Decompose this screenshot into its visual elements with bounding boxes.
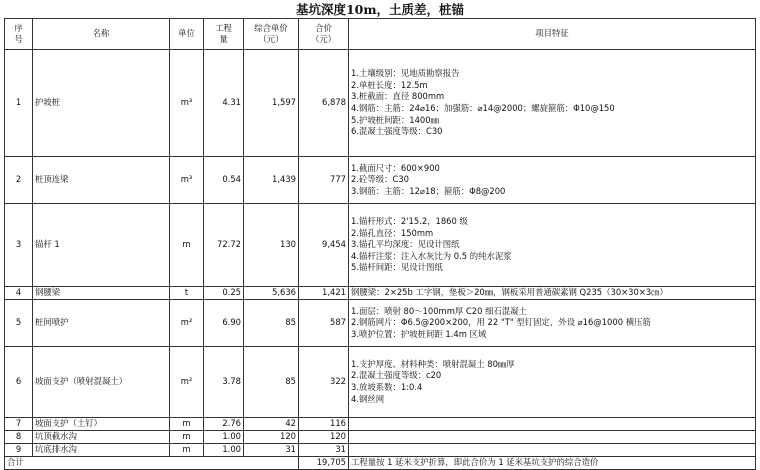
row-features — [349, 418, 756, 431]
row-features — [349, 444, 756, 457]
feature-line: 钢腰梁：2×25b 工字钢，垫板＞20㎜，钢板采用普通碳素钢 Q235（30×30×3㎝） — [351, 287, 668, 298]
row-name: 护坡桩 — [33, 50, 170, 157]
header-total-line1: 合价 — [315, 23, 332, 33]
row-unit: m² — [170, 300, 204, 347]
table-row — [5, 444, 756, 457]
row-name: 坡面支护（土钉） — [33, 418, 170, 431]
row-name: 坑底排水沟 — [33, 444, 170, 457]
row-no: 4 — [5, 287, 33, 300]
feature-line: 1.土壤级别：见地质勘察报告 — [351, 68, 460, 79]
row-name: 坡面支护（喷射混凝土） — [33, 347, 170, 418]
row-total: 777 — [299, 157, 349, 204]
row-name: 钢腰梁 — [33, 287, 170, 300]
row-total: 120 — [299, 431, 349, 444]
row-total: 322 — [299, 347, 349, 418]
feature-line: 3.钢筋：主筋：12⌀18；箍筋：Φ8@200 — [351, 185, 506, 196]
row-total: 587 — [299, 300, 349, 347]
table-row — [5, 50, 756, 157]
row-name: 桩顶连梁 — [33, 157, 170, 204]
row-total: 6,878 — [299, 50, 349, 157]
row-unit-price: 120 — [244, 431, 299, 444]
header-total — [299, 19, 349, 50]
row-unit: m — [170, 204, 204, 287]
row-name: 锚杆 1 — [33, 204, 170, 287]
row-no: 7 — [5, 418, 33, 431]
bill-of-quantities-table — [4, 18, 756, 470]
table-row — [5, 431, 756, 444]
feature-line: 2.钢筋网片：Φ6.5@200×200，用 22 "T" 型钉固定，外设 ⌀16@1000 横压筋 — [351, 317, 651, 328]
feature-line: 6.混凝土强度等级：C30 — [351, 126, 443, 137]
feature-line: 1.截面尺寸：600×900 — [351, 162, 440, 173]
total-row — [5, 457, 756, 470]
row-unit: t — [170, 287, 204, 300]
header-features: 项目特征 — [349, 19, 756, 50]
row-qty: 3.78 — [204, 347, 244, 418]
row-qty: 1.00 — [204, 444, 244, 457]
table-row — [5, 157, 756, 204]
row-unit-price: 42 — [244, 418, 299, 431]
feature-line: 2.混凝土强度等级：c20 — [351, 370, 442, 381]
feature-line: 4.钢筋：主筋：24⌀16；加强筋：⌀14@2000；螺旋箍筋：Φ10@150 — [351, 103, 615, 113]
header-name: 名称 — [33, 19, 170, 50]
grand-total: 19,705 — [299, 457, 349, 470]
row-unit-price: 1,439 — [244, 157, 299, 204]
row-unit-price: 1,597 — [244, 50, 299, 157]
row-features — [349, 300, 756, 347]
row-unit: m — [170, 418, 204, 431]
row-unit-price: 31 — [244, 444, 299, 457]
header-unit: 单位 — [170, 19, 204, 50]
header-qty-line2: 量 — [219, 34, 228, 44]
row-no: 5 — [5, 300, 33, 347]
row-no: 6 — [5, 347, 33, 418]
header-unit-price-line1: 综合单价 — [254, 23, 288, 33]
feature-line: 4.钢丝网 — [351, 393, 385, 404]
feature-line: 3.放坡系数：1:0.4 — [351, 382, 423, 392]
row-unit-price: 5,636 — [244, 287, 299, 300]
header-row — [5, 19, 756, 50]
feature-line: 2.锚孔直径：150mm — [351, 227, 434, 238]
table-row — [5, 347, 756, 418]
row-total: 1,421 — [299, 287, 349, 300]
row-total: 116 — [299, 418, 349, 431]
feature-line: 1.锚杆形式：2'15.2，1860 级 — [351, 216, 468, 227]
feature-line: 4.锚杆注浆：注入水灰比为 0.5 的纯水泥浆 — [351, 250, 512, 261]
row-qty: 72.72 — [204, 204, 244, 287]
table-row — [5, 204, 756, 287]
row-unit: m — [170, 431, 204, 444]
row-unit: m — [170, 444, 204, 457]
row-qty: 1.00 — [204, 431, 244, 444]
header-qty — [204, 19, 244, 50]
table-row — [5, 287, 756, 300]
row-unit: m³ — [170, 50, 204, 157]
row-qty: 0.25 — [204, 287, 244, 300]
row-qty: 0.54 — [204, 157, 244, 204]
row-qty: 4.31 — [204, 50, 244, 157]
feature-line: 2.砼等级：C30 — [351, 174, 409, 185]
row-total: 9,454 — [299, 204, 349, 287]
row-unit-price: 85 — [244, 300, 299, 347]
header-no-line2: 号 — [14, 34, 23, 44]
row-no: 8 — [5, 431, 33, 444]
feature-line: 3.锚孔平均深度：见设计图纸 — [351, 239, 460, 250]
total-note: 工程量按 1 延米支护折算，即此合价为 1 延米基坑支护的综合造价 — [349, 457, 756, 470]
row-name: 坑顶截水沟 — [33, 431, 170, 444]
row-total: 31 — [299, 444, 349, 457]
feature-line: 1.支护厚度、材料种类：喷射混凝土 80㎜厚 — [351, 358, 515, 369]
header-qty-line1: 工程 — [215, 23, 232, 33]
row-no: 3 — [5, 204, 33, 287]
feature-line: 2.单桩长度：12.5m — [351, 79, 428, 90]
row-no: 2 — [5, 157, 33, 204]
row-features — [349, 347, 756, 418]
feature-line: 3.喷护位置：护坡桩间距 1.4m 区域 — [351, 328, 487, 339]
feature-line: 5.护坡桩间距：1400㎜ — [351, 114, 439, 125]
row-features — [349, 157, 756, 204]
table-row — [5, 418, 756, 431]
feature-line: 5.锚杆间距：见设计图纸 — [351, 262, 443, 273]
row-unit-price: 130 — [244, 204, 299, 287]
row-unit: m² — [170, 347, 204, 418]
row-name: 桩间喷护 — [33, 300, 170, 347]
header-no — [5, 19, 33, 50]
total-label: 合计 — [5, 457, 299, 470]
row-features — [349, 287, 756, 300]
header-unit-price — [244, 19, 299, 50]
row-features — [349, 50, 756, 157]
row-features — [349, 431, 756, 444]
document-title: 基坑深度10m，土质差，桩锚 — [295, 2, 465, 17]
row-qty: 2.76 — [204, 418, 244, 431]
row-unit-price: 85 — [244, 347, 299, 418]
row-features — [349, 204, 756, 287]
row-no: 9 — [5, 444, 33, 457]
feature-line: 3.桩截面：直径 800mm — [351, 91, 445, 102]
row-unit: m³ — [170, 157, 204, 204]
table-row — [5, 300, 756, 347]
row-no: 1 — [5, 50, 33, 157]
header-unit-price-line2: （元） — [258, 34, 284, 44]
row-qty: 6.90 — [204, 300, 244, 347]
header-no-line1: 序 — [14, 23, 23, 33]
feature-line: 1.面层：喷射 80～100mm厚 C20 细石混凝土 — [351, 305, 527, 316]
header-total-line2: （元） — [310, 34, 337, 44]
